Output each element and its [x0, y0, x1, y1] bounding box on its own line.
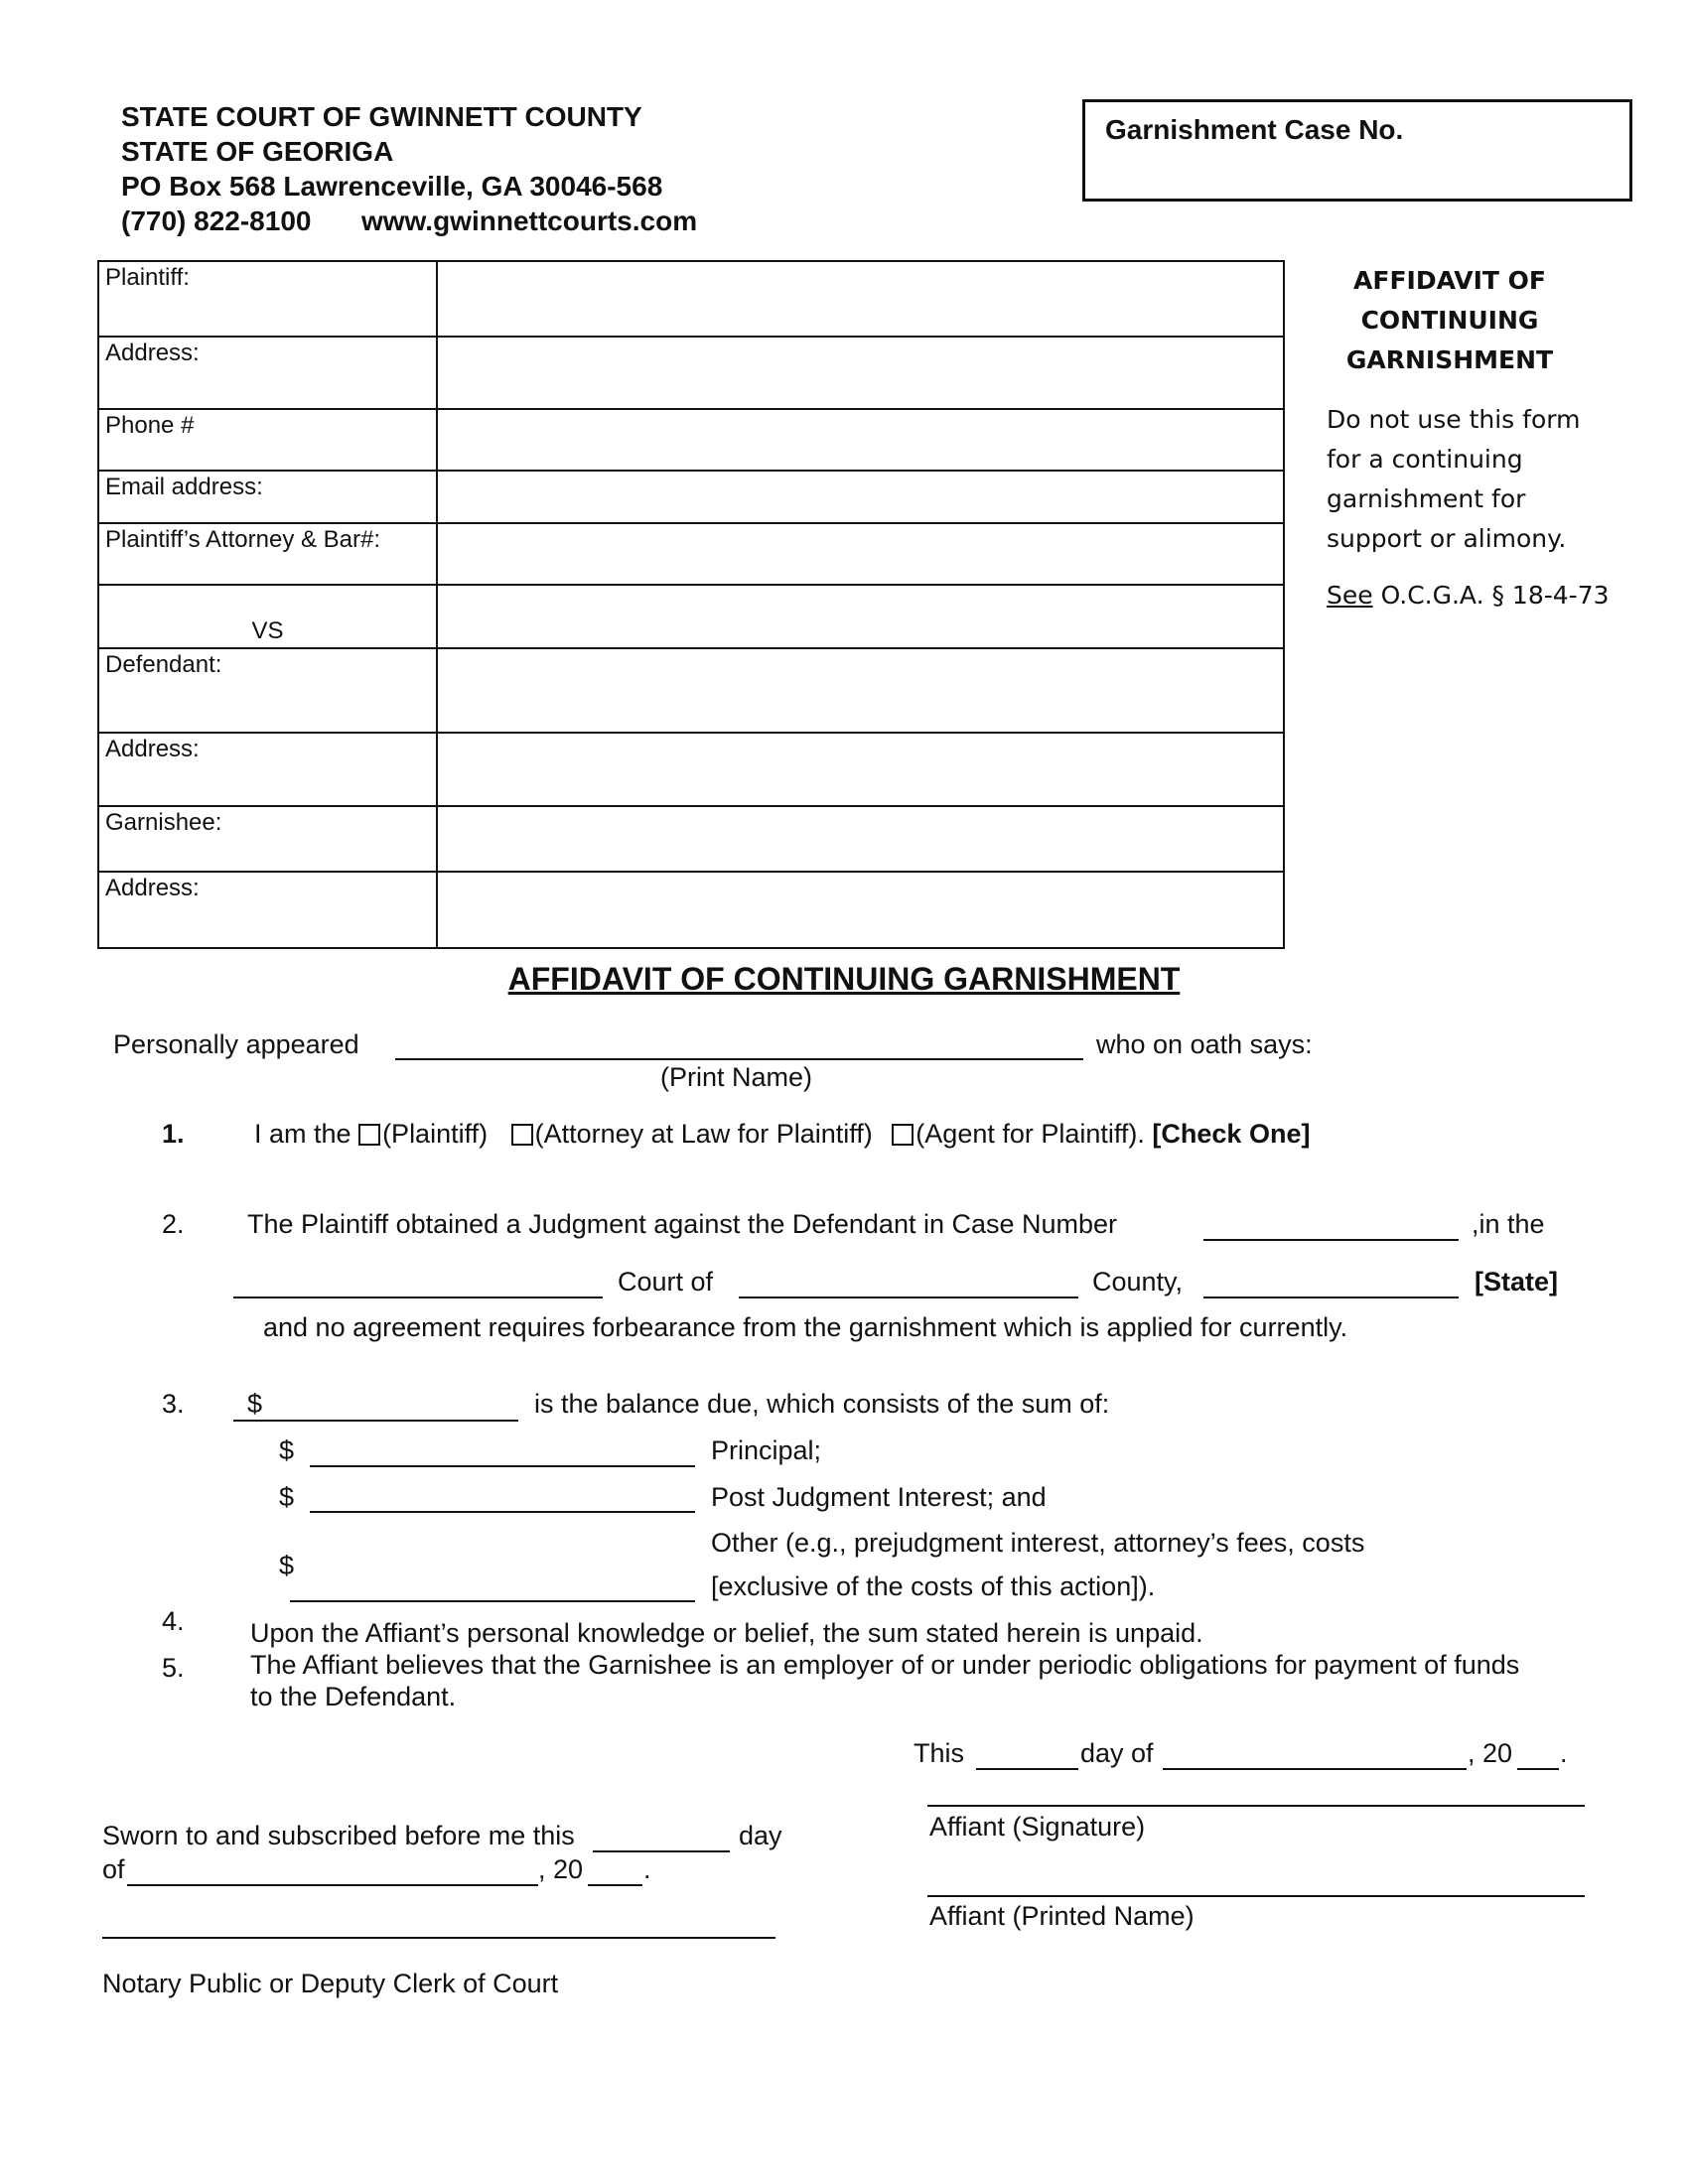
plaintiff-field[interactable]	[437, 261, 1284, 337]
item-2-continuation: and no agreement requires forbearance from the garnishment which is applied for currently.	[263, 1312, 1348, 1342]
item-3-number: 3.	[162, 1389, 185, 1419]
item-4-number: 4.	[162, 1606, 185, 1636]
affiant-signature-field[interactable]	[927, 1805, 1585, 1807]
plaintiff-checkbox[interactable]	[358, 1124, 380, 1146]
affiant-signature-label: Affiant (Signature)	[929, 1812, 1146, 1842]
affiant-printed-name-field[interactable]	[927, 1895, 1585, 1897]
item-1-prefix: I am the	[254, 1119, 352, 1149]
sworn-line2-end: .	[643, 1854, 651, 1884]
state-label: [State]	[1475, 1267, 1559, 1297]
sidebar-title-line: GARNISHMENT	[1345, 345, 1554, 374]
sidebar-note-line: support or alimony.	[1327, 524, 1567, 553]
other-label-line2: [exclusive of the costs of this action]).	[711, 1571, 1156, 1601]
day-field[interactable]	[976, 1768, 1078, 1770]
date-end: .	[1560, 1738, 1568, 1768]
sworn-day-field[interactable]	[593, 1850, 730, 1852]
item-1-number: 1.	[162, 1119, 185, 1149]
other-label-line1: Other (e.g., prejudgment interest, attorney’s fees, costs	[711, 1528, 1365, 1558]
option-attorney: (Attorney at Law for Plaintiff)	[534, 1119, 873, 1149]
personally-appeared-label: Personally appeared	[113, 1029, 359, 1059]
notary-signature-field[interactable]	[102, 1937, 775, 1939]
table-row	[98, 872, 1284, 948]
sidebar-note	[1327, 400, 1624, 559]
table-row	[98, 409, 1284, 471]
attorney-field[interactable]	[437, 523, 1284, 585]
table-row	[98, 648, 1284, 733]
sworn-line1-prefix: Sworn to and subscribed before me this	[102, 1821, 575, 1850]
plaintiff-address-field[interactable]	[437, 337, 1284, 409]
defendant-label: Defendant:	[98, 648, 437, 733]
sworn-line2-prefix: of	[102, 1854, 125, 1884]
defendant-field[interactable]	[437, 648, 1284, 733]
item-5-line1: The Affiant believes that the Garnishee is an employer of or under periodic obligations for payment of funds	[250, 1650, 1520, 1680]
item-2-number: 2.	[162, 1209, 185, 1239]
form-title: AFFIDAVIT OF CONTINUING GARNISHMENT	[507, 961, 1181, 997]
print-name-caption: (Print Name)	[660, 1062, 813, 1092]
option-plaintiff: (Plaintiff)	[382, 1119, 489, 1149]
option-agent: (Agent for Plaintiff).	[915, 1119, 1145, 1149]
principal-field[interactable]	[310, 1465, 695, 1467]
sidebar-title-line: AFFIDAVIT OF	[1353, 266, 1546, 295]
item-4-text: Upon the Affiant’s personal knowledge or belief, the sum stated herein is unpaid.	[250, 1618, 1203, 1648]
case-number-box[interactable]	[1082, 99, 1632, 202]
table-row	[98, 261, 1284, 337]
sidebar-note-line: garnishment for	[1327, 484, 1526, 513]
agent-checkbox[interactable]	[892, 1124, 914, 1146]
email-label: Email address:	[98, 471, 437, 523]
garnishee-address-field[interactable]	[437, 872, 1284, 948]
year-prefix: , 20	[1468, 1738, 1513, 1768]
plaintiff-label: Plaintiff:	[98, 261, 437, 337]
principal-label: Principal;	[711, 1435, 822, 1465]
court-state: STATE OF GEORIGA	[121, 136, 394, 167]
phone-label: Phone #	[98, 409, 437, 471]
principal-dollar-sign: $	[279, 1435, 295, 1465]
other-amount-field[interactable]	[290, 1600, 695, 1602]
table-row	[98, 806, 1284, 872]
attorney-checkbox[interactable]	[511, 1124, 533, 1146]
case-number-label: Garnishment Case No.	[1105, 114, 1404, 145]
court-of-label: Court of	[618, 1267, 714, 1297]
balance-due-field[interactable]	[233, 1420, 518, 1422]
item-2-text: The Plaintiff obtained a Judgment against the Defendant in Case Number	[247, 1209, 1118, 1239]
item-5-line2: to the Defendant.	[250, 1682, 457, 1711]
interest-dollar-sign: $	[279, 1482, 295, 1512]
court-name: STATE COURT OF GWINNETT COUNTY	[121, 101, 642, 132]
attorney-label: Plaintiff’s Attorney & Bar#:	[98, 523, 437, 585]
case-number-field[interactable]	[1203, 1239, 1459, 1241]
who-on-oath-label: who on oath says:	[1096, 1029, 1313, 1059]
table-row	[98, 471, 1284, 523]
sidebar-title	[1321, 261, 1579, 380]
table-row	[98, 585, 1284, 648]
balance-dollar-sign: $	[247, 1389, 263, 1419]
day-of-label: day of	[1080, 1738, 1154, 1768]
sworn-year-prefix: , 20	[538, 1854, 584, 1884]
post-judgment-interest-field[interactable]	[310, 1511, 695, 1513]
county-label: County,	[1092, 1267, 1184, 1297]
table-row	[98, 733, 1284, 806]
vs-field[interactable]	[437, 585, 1284, 648]
item-1-text	[254, 1119, 1310, 1150]
email-field[interactable]	[437, 471, 1284, 523]
table-row	[98, 337, 1284, 409]
state-field[interactable]	[1203, 1297, 1459, 1298]
post-judgment-label: Post Judgment Interest; and	[711, 1482, 1047, 1512]
vs-label: VS	[98, 585, 437, 648]
sidebar-note-line: for a continuing	[1327, 445, 1523, 474]
see-label: See	[1327, 581, 1373, 610]
garnishee-address-label: Address:	[98, 872, 437, 948]
notary-label: Notary Public or Deputy Clerk of Court	[102, 1969, 559, 1998]
sworn-line1-suffix: day	[739, 1821, 782, 1850]
defendant-address-label: Address:	[98, 733, 437, 806]
court-phone: (770) 822-8100	[121, 205, 312, 236]
parties-table	[97, 260, 1285, 949]
garnishee-field[interactable]	[437, 806, 1284, 872]
sworn-month-field[interactable]	[127, 1884, 538, 1886]
affiant-printed-name-label: Affiant (Printed Name)	[929, 1901, 1195, 1931]
other-dollar-sign: $	[279, 1551, 295, 1580]
garnishee-label: Garnishee:	[98, 806, 437, 872]
court-website[interactable]: www.gwinnettcourts.com	[361, 205, 698, 236]
statute-text: O.C.G.A. § 18-4-73	[1380, 581, 1610, 610]
statute-reference	[1327, 581, 1610, 610]
table-row	[98, 523, 1284, 585]
date-this-label: This	[914, 1738, 965, 1768]
check-one-label: [Check One]	[1152, 1119, 1311, 1149]
sidebar-title-line: CONTINUING	[1360, 306, 1539, 335]
sidebar-note-line: Do not use this form	[1327, 405, 1581, 434]
balance-text: is the balance due, which consists of the sum of:	[534, 1389, 1110, 1419]
court-address: PO Box 568 Lawrenceville, GA 30046-568	[121, 171, 663, 202]
in-the-label: ,in the	[1472, 1209, 1545, 1239]
phone-field[interactable]	[437, 409, 1284, 471]
court-type-field[interactable]	[233, 1297, 603, 1298]
month-field[interactable]	[1163, 1768, 1467, 1770]
print-name-field[interactable]	[395, 1058, 1083, 1060]
sworn-year-field[interactable]	[588, 1884, 642, 1886]
defendant-address-field[interactable]	[437, 733, 1284, 806]
year-field[interactable]	[1517, 1768, 1559, 1770]
plaintiff-address-label: Address:	[98, 337, 437, 409]
item-5-number: 5.	[162, 1653, 185, 1683]
county-field[interactable]	[739, 1297, 1078, 1298]
